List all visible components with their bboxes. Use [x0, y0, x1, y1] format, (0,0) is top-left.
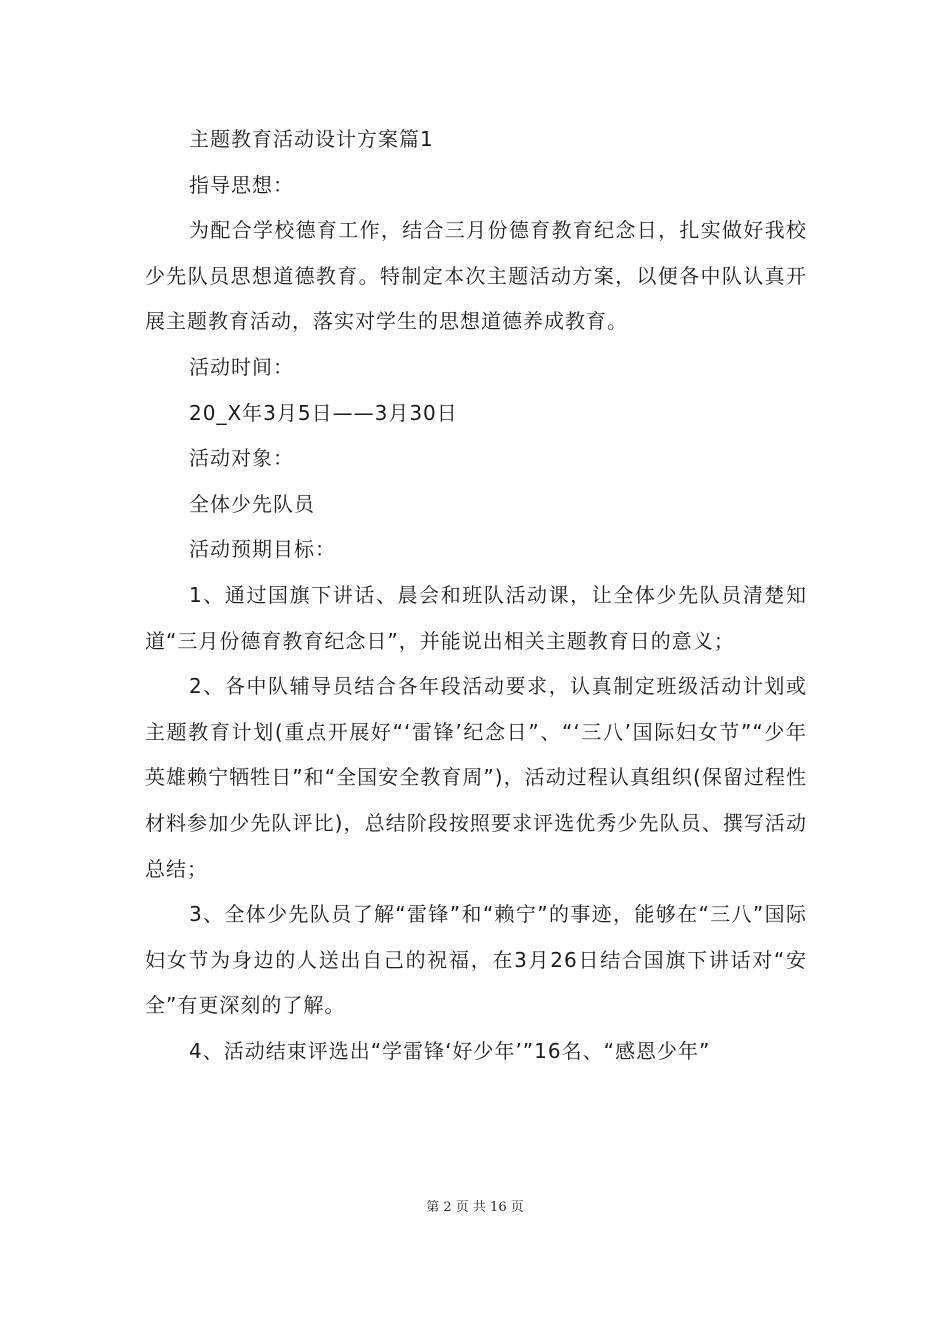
- paragraph-activity-time: 20_X年3月5日——3月30日: [189, 400, 458, 425]
- document-body: [145, 117, 807, 1074]
- paragraph-activity-target: 全体少先队员: [189, 491, 315, 516]
- goal-item-3: 3、全体少先队员了解“雷锋”和“赖宁”的事迹，能够在“三八”国际妇女节为身边的人送出自己的祝福，在3月26日结合国旗下讲话对“安全”有更深刻的了解。: [145, 902, 807, 1018]
- heading-activity-target: 活动对象：: [189, 446, 294, 471]
- heading-guiding-thought: 指导思想：: [189, 172, 294, 197]
- heading-expected-goals: 活动预期目标：: [189, 537, 336, 562]
- goal-item-4: 4、活动结束评选出“学雷锋‘好少年’”16名、“感恩少年”: [189, 1038, 711, 1063]
- paragraph-guiding-thought: 为配合学校德育工作，结合三月份德育教育纪念日，扎实做好我校少先队员思想道德教育。特制定本次主题活动方案，以便各中队认真开展主题教育活动，落实对学生的思想道德养成教育。: [145, 218, 807, 334]
- section-title: 主题教育活动设计方案篇1: [189, 127, 434, 151]
- page-footer: 第 2 页 共 16 页: [426, 1200, 524, 1215]
- goal-item-2: 2、各中队辅导员结合各年段活动要求，认真制定班级活动计划或主题教育计划(重点开展好“‘雷锋’纪念日”、“‘三八’国际妇女节”“少年英雄赖宁牺牲日”和“全国安全教育周”)，活动过程认真组织(保留过程性材料参加少先队评比)，总结阶段按照要求评选优秀少先队员、撰写活动总结；: [145, 674, 807, 881]
- goal-item-1: 1、通过国旗下讲话、晨会和班队活动课，让全体少先队员清楚知道“三月份德育教育纪念日”，并能说出相关主题教育日的意义；: [145, 582, 807, 653]
- heading-activity-time: 活动时间：: [189, 354, 294, 379]
